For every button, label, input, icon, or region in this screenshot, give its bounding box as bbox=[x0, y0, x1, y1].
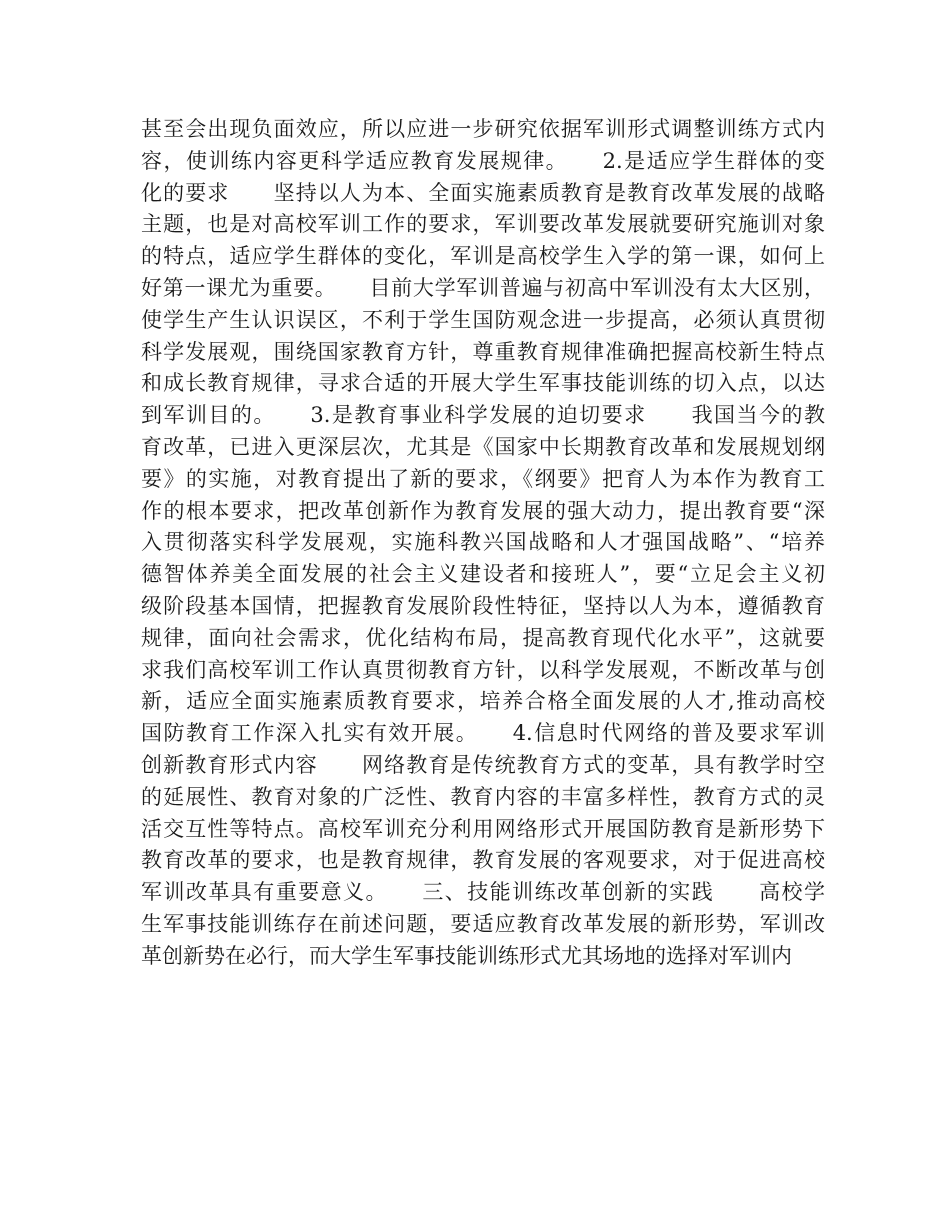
text-line: 主题，也是对高校军训工作的要求，军训要改革发展就要研究施训对象 bbox=[141, 212, 825, 237]
text-line: 创新教育形式内容 网络教育是传统教育方式的变革，具有教学时空 bbox=[141, 752, 825, 777]
text-line: 新，适应全面实施素质教育要求，培养合格全面发展的人才,推动高校 bbox=[141, 689, 825, 714]
text-line: 德智体养美全面发展的社会主义建设者和接班人”，要“立足会主义初 bbox=[141, 562, 825, 587]
text-line: 活交互性等特点。高校军训充分利用网络形式开展国防教育是新形势下 bbox=[141, 816, 825, 841]
text-line: 的延展性、教育对象的广泛性、教育内容的丰富多样性，教育方式的灵 bbox=[141, 784, 825, 809]
text-line: 到军训目的。 3.是教育事业科学发展的迫切要求 我国当今的教 bbox=[141, 403, 825, 428]
text-line: 求我们高校军训工作认真贯彻教育方针，以科学发展观，不断改革与创 bbox=[141, 657, 825, 682]
text-line: 使学生产生认识误区，不利于学生国防观念进一步提高，必须认真贯彻 bbox=[141, 307, 825, 332]
text-line: 好第一课尤为重要。 目前大学军训普遍与初高中军训没有太大区别， bbox=[141, 275, 825, 300]
text-line: 生军事技能训练存在前述问题，要适应教育改革发展的新形势，军训改 bbox=[141, 911, 825, 936]
body-paragraph bbox=[141, 114, 825, 973]
text-line: 革创新势在必行，而大学生军事技能训练形式尤其场地的选择对军训内 bbox=[141, 943, 792, 968]
text-line: 育改革，已进入更深层次，尤其是《国家中长期教育改革和发展规划纲 bbox=[141, 434, 825, 459]
text-line: 教育改革的要求，也是教育规律，教育发展的客观要求，对于促进高校 bbox=[141, 848, 825, 873]
text-line: 容，使训练内容更科学适应教育发展规律。 2.是适应学生群体的变 bbox=[141, 148, 825, 173]
text-line: 规律，面向社会需求，优化结构布局，提高教育现代化水平”，这就要 bbox=[141, 625, 825, 650]
text-line: 甚至会出现负面效应，所以应进一步研究依据军训形式调整训练方式内 bbox=[141, 117, 825, 141]
text-line: 军训改革具有重要意义。 三、技能训练改革创新的实践 高校学 bbox=[141, 880, 825, 905]
text-line: 国防教育工作深入扎实有效开展。 4.信息时代网络的普及要求军训 bbox=[141, 721, 825, 746]
text-line: 和成长教育规律，寻求合适的开展大学生军事技能训练的切入点，以达 bbox=[141, 371, 825, 396]
text-line: 级阶段基本国情，把握教育发展阶段性特征，坚持以人为本，遵循教育 bbox=[141, 593, 825, 618]
text-line: 化的要求 坚持以人为本、全面实施素质教育是教育改革发展的战略 bbox=[141, 180, 825, 205]
text-line: 作的根本要求，把改革创新作为教育发展的强大动力，提出教育要“深 bbox=[141, 498, 825, 523]
text-line: 的特点，适应学生群体的变化，军训是高校学生入学的第一课，如何上 bbox=[141, 244, 825, 269]
text-line: 入贯彻落实科学发展观，实施科教兴国战略和人才强国战略”、“培养 bbox=[141, 530, 825, 555]
text-line: 要》的实施，对教育提出了新的要求，《纲要》把育人为本作为教育工 bbox=[141, 466, 825, 491]
text-line: 科学发展观，围绕国家教育方针，尊重教育规律准确把握高校新生特点 bbox=[141, 339, 825, 364]
